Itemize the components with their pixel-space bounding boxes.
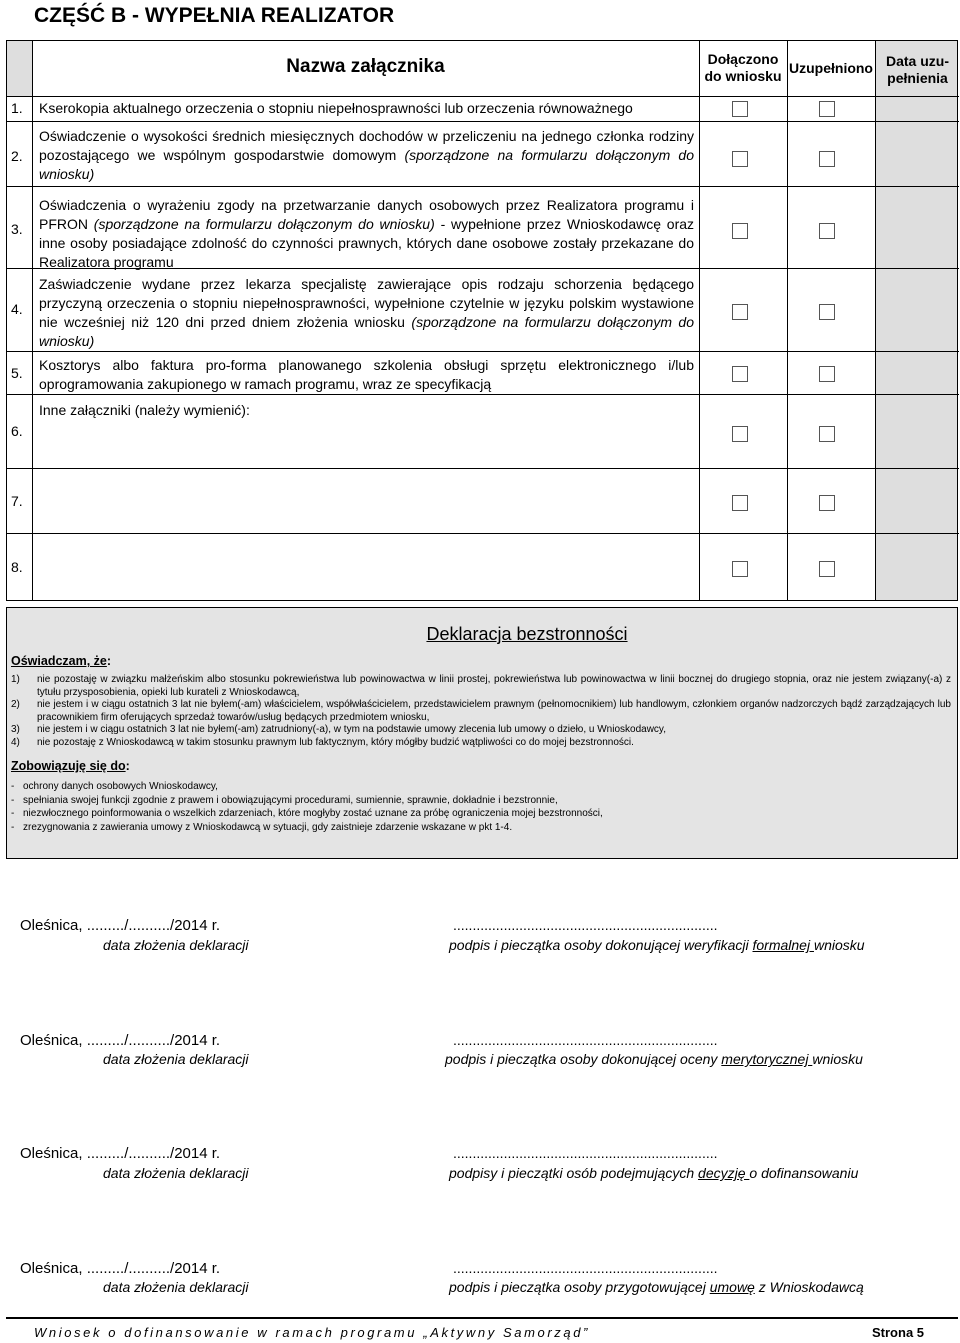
attachments-table: [6, 40, 958, 601]
row-number: 2.: [11, 148, 23, 164]
commitments-heading: Zobowiązuję się do:: [11, 759, 130, 773]
checkbox-attached[interactable]: [732, 151, 748, 167]
row-number: 8.: [11, 559, 23, 575]
commitment-item: - ochrony danych osobowych Wnioskodawcy,: [11, 781, 218, 792]
checkbox-completed[interactable]: [819, 304, 835, 320]
header-corner: [7, 41, 32, 97]
row-number: 3.: [11, 221, 23, 237]
checkbox-completed[interactable]: [819, 366, 835, 382]
row-text: Kserokopia aktualnego orzeczenia o stopniu niepełnosprawności lub orzeczenia równoważnego: [39, 100, 633, 116]
commitment-item: - spełniania swojej funkcji zgodnie z prawem i obowiązującymi procedurami, sumiennie, sprawnie, dokładnie i bezstronnie,: [11, 794, 558, 806]
checkbox-completed[interactable]: [819, 151, 835, 167]
checkbox-completed[interactable]: [819, 495, 835, 511]
signature-date-label: data złożenia deklaracji: [103, 1165, 249, 1181]
header-name: Nazwa załącznika: [286, 56, 445, 77]
i-declare-heading: Oświadczam, że:: [11, 654, 112, 668]
page-number: Strona 5: [872, 1325, 925, 1340]
checkbox-attached[interactable]: [732, 304, 748, 320]
row-number: 5.: [11, 365, 23, 381]
checkbox-completed[interactable]: [819, 101, 835, 117]
signature-place-date: Oleśnica, ........./........../2014 r.: [20, 1145, 221, 1162]
checkbox-completed[interactable]: [819, 426, 835, 442]
declaration-point: 2) nie jestem i w ciągu ostatnich 3 lat nie byłem(-am) właścicielem, współwłaścicielem, przedstawicielem prawnym (pełnomocnikiem) lub handlowym, członkiem organów nadzorczych bądź zarządzających lub pracownikiem firm oferujących sprzedaż towarów/usług będących przedmiotem wniosku,: [11, 699, 951, 723]
signature-place-date: Oleśnica, ........./........../2014 r.: [20, 1260, 221, 1277]
checkbox-attached[interactable]: [732, 495, 748, 511]
declaration-point: 4) nie pozostaję z Wnioskodawcą w takim stosunku prawnym lub faktycznym, który mógłby budzić wątpliwości co do mojej bezstronności.: [11, 736, 634, 748]
signature-line: ....................................................................: [453, 1032, 718, 1048]
signature-line: ....................................................................: [453, 1145, 718, 1161]
signature-role-label: podpis i pieczątka osoby przygotowującej umowę z Wnioskodawcą: [449, 1279, 864, 1295]
part-title: CZĘŚĆ B - WYPEŁNIA REALIZATOR: [34, 4, 395, 27]
checkbox-attached[interactable]: [732, 426, 748, 442]
row-text: Oświadczenia o wyrażeniu zgody na przetwarzanie danych osobowych przez Realizatora programu i PFRON (sporządzone na formularzu dołączonym do wniosku) - wypełnione przez Wnioskodawcę oraz inne osoby posiadające zdolność do czynności prawnych, których dane osobowe zostały przekazane do Realizatora programu: [39, 197, 695, 270]
header-completion-date: Data uzu- pełnienia: [886, 53, 949, 86]
checkbox-completed[interactable]: [819, 223, 835, 239]
signature-line: ....................................................................: [453, 917, 718, 933]
row-number: 4.: [11, 301, 23, 317]
row-text: Kosztorys albo faktura pro-forma planowanego szkolenia obsługi sprzętu elektronicznego i/lub oprogramowania zakupionego w ramach programu, wraz ze specyfikacją: [39, 357, 694, 392]
checkbox-attached[interactable]: [732, 561, 748, 577]
declaration-point: 3) nie jestem i w ciągu ostatnich 3 lat nie byłem(-am) zatrudniony(-a), w tym na podstawie umowy zlecenia lub umowy o dzieło, u Wnioskodawcy,: [11, 724, 666, 735]
signature-place-date: Oleśnica, ........./........../2014 r.: [20, 1032, 221, 1049]
signature-role-label: podpis i pieczątka osoby dokonującej weryfikacji formalnej wniosku: [449, 937, 865, 953]
signature-role-label: podpis i pieczątka osoby dokonującej oceny merytorycznej wniosku: [445, 1051, 863, 1067]
row-number: 6.: [11, 423, 23, 439]
checkbox-completed[interactable]: [819, 561, 835, 577]
signature-date-label: data złożenia deklaracji: [103, 1051, 249, 1067]
declaration-point: 1) nie pozostaję w związku małżeńskim albo stosunku pokrewieństwa lub powinowactwa w linii prostej, pokrewieństwa lub powinowactwa w linii bocznej do drugiego stopnia, oraz nie jestem związany(-a) z tytułu przysposobienia, opieki lub kurateli z Wnioskodawcą,: [11, 674, 951, 698]
header-completed: Uzupełniono: [789, 60, 873, 76]
row-number: 7.: [11, 493, 23, 509]
signature-place-date: Oleśnica, ........./........../2014 r.: [20, 917, 221, 934]
signature-date-label: data złożenia deklaracji: [103, 937, 249, 953]
row-number: 1.: [11, 100, 23, 116]
commitments-list: [11, 780, 951, 834]
commitment-item: - niezwłocznego poinformowania o wszelkich zdarzeniach, które mogłyby zostać uznane za próbę ograniczenia mojej bezstronności,: [11, 808, 603, 819]
commitment-item: - zrezygnowania z zawierania umowy z Wnioskodawcą w sytuacji, gdy zaistnieje zdarzenie wskazane w pkt 1-4.: [11, 821, 513, 833]
declaration-points: [11, 674, 951, 749]
checkbox-attached[interactable]: [732, 223, 748, 239]
checkbox-attached[interactable]: [732, 366, 748, 382]
footer-document-title: Wniosek o dofinansowanie w ramach programu „Aktywny Samorząd”: [34, 1325, 590, 1340]
checkbox-attached[interactable]: [732, 101, 748, 117]
signature-role-label: podpisy i pieczątki osób podejmujących decyzję o dofinansowaniu: [449, 1165, 859, 1181]
declaration-box: [6, 607, 958, 859]
date-column-shade: [876, 41, 957, 600]
footer-rule: [6, 1317, 958, 1319]
row-text: Inne załączniki (należy wymienić):: [39, 402, 250, 418]
signature-date-label: data złożenia deklaracji: [103, 1279, 249, 1295]
signature-line: ....................................................................: [453, 1260, 718, 1276]
declaration-title: Deklaracja bezstronności: [426, 624, 628, 644]
row-text: Zaświadczenie wydane przez lekarza specjalistę zawierające opis rodzaju schorzenia będącego przyczyną orzeczenia o stopniu niepełnosprawności, wypełnione czytelnie w języku polskim wystawione nie wcześniej niż 120 dni przed dniem złożenia wniosku (sporządzone na formularzu dołączonym do wniosku): [39, 276, 695, 349]
row-text: Oświadczenie o wysokości średnich miesięcznych dochodów w przeliczeniu na jednego członka rodziny pozostającego we wspólnym gospodarstwie domowym (sporządzone na formularzu dołączonym do wniosku): [39, 128, 694, 182]
header-attached: Dołączono do wniosku: [704, 51, 782, 84]
